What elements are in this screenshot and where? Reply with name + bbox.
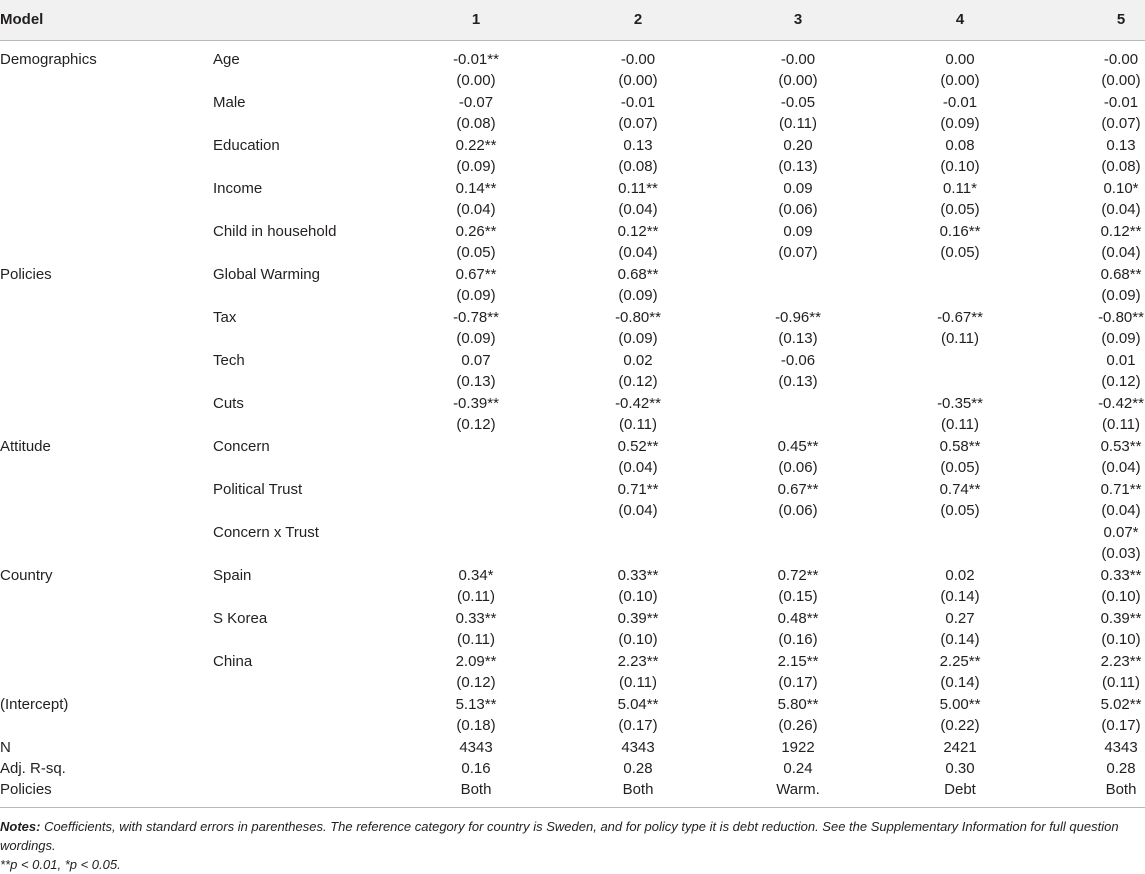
header-rule	[0, 40, 1145, 41]
coef-cell: 0.68**	[1100, 266, 1142, 283]
coef-cell: -0.00	[1103, 51, 1139, 68]
stat-cell: Both	[460, 781, 492, 798]
se-cell: (0.04)	[618, 244, 658, 261]
stat-label: N	[0, 739, 11, 756]
coef-cell: -0.96**	[775, 309, 821, 326]
se-cell: (0.04)	[1101, 244, 1141, 261]
coef-cell: 0.33**	[617, 567, 659, 584]
se-cell: (0.16)	[778, 631, 818, 648]
se-cell: (0.06)	[778, 201, 818, 218]
se-cell: (0.11)	[618, 416, 658, 433]
row-variable-label: Tax	[213, 309, 237, 326]
stat-label: Policies	[0, 781, 52, 798]
coef-cell: 0.08	[945, 137, 975, 154]
coef-cell: -0.07	[458, 94, 494, 111]
coef-cell: -0.01	[620, 94, 656, 111]
coef-cell: -0.05	[780, 94, 816, 111]
coef-cell: 5.04**	[617, 696, 659, 713]
coef-cell: 0.10*	[1103, 180, 1139, 197]
coef-cell: 0.12**	[617, 223, 659, 240]
se-cell: (0.13)	[778, 158, 818, 175]
coef-cell: -0.80**	[1098, 309, 1144, 326]
stat-cell: 0.24	[783, 760, 813, 777]
row-variable-label: Income	[213, 180, 263, 197]
row-variable-label: Concern	[213, 438, 270, 455]
notes-text: Coefficients, with standard errors in parentheses. The reference category for country is Sweden, and for policy type it is debt reduction. See the Supplementary Information for full question wordings.	[0, 819, 1119, 853]
se-cell: (0.06)	[778, 502, 818, 519]
se-cell: (0.05)	[940, 244, 980, 261]
coef-cell: 0.45**	[777, 438, 819, 455]
row-variable-label: Child in household	[213, 223, 337, 240]
coef-cell: 0.58**	[939, 438, 981, 455]
stat-cell: 4343	[459, 739, 493, 756]
coef-cell: -0.00	[620, 51, 656, 68]
se-cell: (0.10)	[940, 158, 980, 175]
se-cell: (0.05)	[940, 201, 980, 218]
coef-cell: 0.39**	[617, 610, 659, 627]
coef-cell: 0.09	[783, 223, 813, 240]
se-cell: (0.11)	[456, 588, 496, 605]
se-cell: (0.07)	[778, 244, 818, 261]
coef-cell: 0.71**	[1100, 481, 1142, 498]
se-cell: (0.09)	[1101, 287, 1141, 304]
se-cell: (0.11)	[778, 115, 818, 132]
se-cell: (0.17)	[618, 717, 658, 734]
se-cell: (0.11)	[618, 674, 658, 691]
coef-cell: 0.26**	[455, 223, 497, 240]
se-cell: (0.15)	[778, 588, 818, 605]
se-cell: (0.10)	[618, 588, 658, 605]
coef-cell: -0.01	[942, 94, 978, 111]
model-header-label: Model	[0, 11, 44, 28]
coef-cell: -0.67**	[937, 309, 983, 326]
coef-cell: 0.67**	[455, 266, 497, 283]
coef-cell: -0.78**	[453, 309, 499, 326]
se-cell: (0.18)	[456, 717, 496, 734]
model-header-4: 4	[955, 11, 965, 28]
coef-cell: 0.13	[623, 137, 653, 154]
stat-cell: 0.16	[461, 760, 491, 777]
coef-cell: 0.07*	[1103, 524, 1139, 541]
se-cell: (0.08)	[456, 115, 496, 132]
stat-cell: 2421	[943, 739, 977, 756]
table-notes	[0, 817, 1140, 855]
stat-cell: Both	[1105, 781, 1137, 798]
coef-cell: 0.53**	[1100, 438, 1142, 455]
row-variable-label: Tech	[213, 352, 245, 369]
row-variable-label: Age	[213, 51, 240, 68]
se-cell: (0.14)	[940, 674, 980, 691]
coef-cell: 0.33**	[1100, 567, 1142, 584]
stat-cell: Warm.	[776, 781, 820, 798]
se-cell: (0.10)	[1101, 588, 1141, 605]
se-cell: (0.00)	[1101, 72, 1141, 89]
se-cell: (0.13)	[778, 330, 818, 347]
coef-cell: 5.13**	[455, 696, 497, 713]
row-variable-label: Cuts	[213, 395, 244, 412]
se-cell: (0.08)	[618, 158, 658, 175]
row-group-label: Demographics	[0, 51, 97, 68]
coef-cell: 0.34*	[458, 567, 494, 584]
se-cell: (0.10)	[1101, 631, 1141, 648]
notes-label: Notes:	[0, 819, 41, 834]
se-cell: (0.11)	[1101, 674, 1141, 691]
coef-cell: 0.67**	[777, 481, 819, 498]
se-cell: (0.17)	[1101, 717, 1141, 734]
significance-note: **p < 0.01, *p < 0.05.	[0, 857, 121, 872]
row-group-label: Policies	[0, 266, 52, 283]
stat-label: Adj. R-sq.	[0, 760, 66, 777]
se-cell: (0.10)	[618, 631, 658, 648]
row-variable-label: Spain	[213, 567, 252, 584]
bottom-rule	[0, 807, 1145, 808]
coef-cell: 0.09	[783, 180, 813, 197]
coef-cell: 0.11**	[618, 180, 658, 197]
coef-cell: 0.48**	[777, 610, 819, 627]
se-cell: (0.26)	[778, 717, 818, 734]
se-cell: (0.05)	[456, 244, 496, 261]
coef-cell: -0.01**	[453, 51, 499, 68]
se-cell: (0.05)	[940, 502, 980, 519]
coef-cell: 2.23**	[617, 653, 659, 670]
coef-cell: 0.02	[945, 567, 975, 584]
row-variable-label: Global Warming	[213, 266, 320, 283]
se-cell: (0.09)	[618, 287, 658, 304]
coef-cell: 5.00**	[939, 696, 981, 713]
stat-cell: Both	[622, 781, 654, 798]
coef-cell: -0.42**	[1098, 395, 1144, 412]
row-variable-label: Political Trust	[213, 481, 303, 498]
coef-cell: 0.33**	[455, 610, 497, 627]
se-cell: (0.11)	[456, 631, 496, 648]
se-cell: (0.09)	[1101, 330, 1141, 347]
coef-cell: 2.23**	[1100, 653, 1142, 670]
se-cell: (0.13)	[456, 373, 496, 390]
coef-cell: 0.71**	[617, 481, 659, 498]
coef-cell: 0.27	[945, 610, 975, 627]
se-cell: (0.12)	[618, 373, 658, 390]
se-cell: (0.09)	[456, 330, 496, 347]
stat-cell: 0.30	[945, 760, 975, 777]
se-cell: (0.00)	[456, 72, 496, 89]
se-cell: (0.04)	[618, 459, 658, 476]
se-cell: (0.09)	[456, 158, 496, 175]
row-variable-label: Male	[213, 94, 246, 111]
coef-cell: 0.72**	[777, 567, 819, 584]
se-cell: (0.09)	[618, 330, 658, 347]
se-cell: (0.03)	[1101, 545, 1141, 562]
stat-cell: 4343	[1104, 739, 1138, 756]
coef-cell: 0.14**	[455, 180, 497, 197]
coef-cell: 0.20	[783, 137, 813, 154]
coef-cell: 2.15**	[777, 653, 819, 670]
se-cell: (0.12)	[456, 416, 496, 433]
se-cell: (0.00)	[618, 72, 658, 89]
coef-cell: 0.22**	[455, 137, 497, 154]
coef-cell: 0.16**	[939, 223, 981, 240]
se-cell: (0.07)	[618, 115, 658, 132]
coef-cell: 0.74**	[939, 481, 981, 498]
se-cell: (0.06)	[778, 459, 818, 476]
se-cell: (0.12)	[1101, 373, 1141, 390]
coef-cell: 0.12**	[1100, 223, 1142, 240]
se-cell: (0.00)	[940, 72, 980, 89]
coef-cell: -0.35**	[937, 395, 983, 412]
row-group-label: Attitude	[0, 438, 51, 455]
row-variable-label: Concern x Trust	[213, 524, 319, 541]
se-cell: (0.13)	[778, 373, 818, 390]
row-variable-label: China	[213, 653, 253, 670]
coef-cell: 0.11*	[943, 180, 977, 197]
coef-cell: 2.25**	[939, 653, 981, 670]
se-cell: (0.05)	[940, 459, 980, 476]
coef-cell: -0.01	[1103, 94, 1139, 111]
row-variable-label: S Korea	[213, 610, 268, 627]
coef-cell: -0.06	[780, 352, 816, 369]
se-cell: (0.04)	[456, 201, 496, 218]
se-cell: (0.14)	[940, 631, 980, 648]
coef-cell: -0.80**	[615, 309, 661, 326]
se-cell: (0.11)	[1101, 416, 1141, 433]
se-cell: (0.00)	[778, 72, 818, 89]
coef-cell: 0.02	[623, 352, 653, 369]
coef-cell: 0.01	[1106, 352, 1136, 369]
coef-cell: 5.80**	[777, 696, 819, 713]
row-group-label: (Intercept)	[0, 696, 69, 713]
se-cell: (0.08)	[1101, 158, 1141, 175]
coef-cell: 0.00	[945, 51, 975, 68]
coef-cell: -0.42**	[615, 395, 661, 412]
coef-cell: 0.68**	[617, 266, 659, 283]
model-header-5: 5	[1116, 11, 1126, 28]
stat-cell: 0.28	[1106, 760, 1136, 777]
se-cell: (0.07)	[1101, 115, 1141, 132]
stat-cell: 1922	[781, 739, 815, 756]
se-cell: (0.11)	[940, 330, 980, 347]
se-cell: (0.04)	[618, 502, 658, 519]
se-cell: (0.12)	[456, 674, 496, 691]
se-cell: (0.04)	[1101, 201, 1141, 218]
coef-cell: 0.07	[461, 352, 491, 369]
coef-cell: -0.00	[780, 51, 816, 68]
se-cell: (0.09)	[456, 287, 496, 304]
coef-cell: 5.02**	[1100, 696, 1142, 713]
stat-cell: 4343	[621, 739, 655, 756]
stat-cell: 0.28	[623, 760, 653, 777]
se-cell: (0.22)	[940, 717, 980, 734]
row-group-label: Country	[0, 567, 53, 584]
se-cell: (0.17)	[778, 674, 818, 691]
model-header-2: 2	[633, 11, 643, 28]
se-cell: (0.04)	[1101, 502, 1141, 519]
coef-cell: 2.09**	[455, 653, 497, 670]
se-cell: (0.11)	[940, 416, 980, 433]
coef-cell: 0.13	[1106, 137, 1136, 154]
model-header-3: 3	[793, 11, 803, 28]
se-cell: (0.04)	[618, 201, 658, 218]
se-cell: (0.04)	[1101, 459, 1141, 476]
coef-cell: -0.39**	[453, 395, 499, 412]
row-variable-label: Education	[213, 137, 280, 154]
se-cell: (0.09)	[940, 115, 980, 132]
coef-cell: 0.52**	[617, 438, 659, 455]
coef-cell: 0.39**	[1100, 610, 1142, 627]
model-header-1: 1	[471, 11, 481, 28]
se-cell: (0.14)	[940, 588, 980, 605]
stat-cell: Debt	[944, 781, 976, 798]
